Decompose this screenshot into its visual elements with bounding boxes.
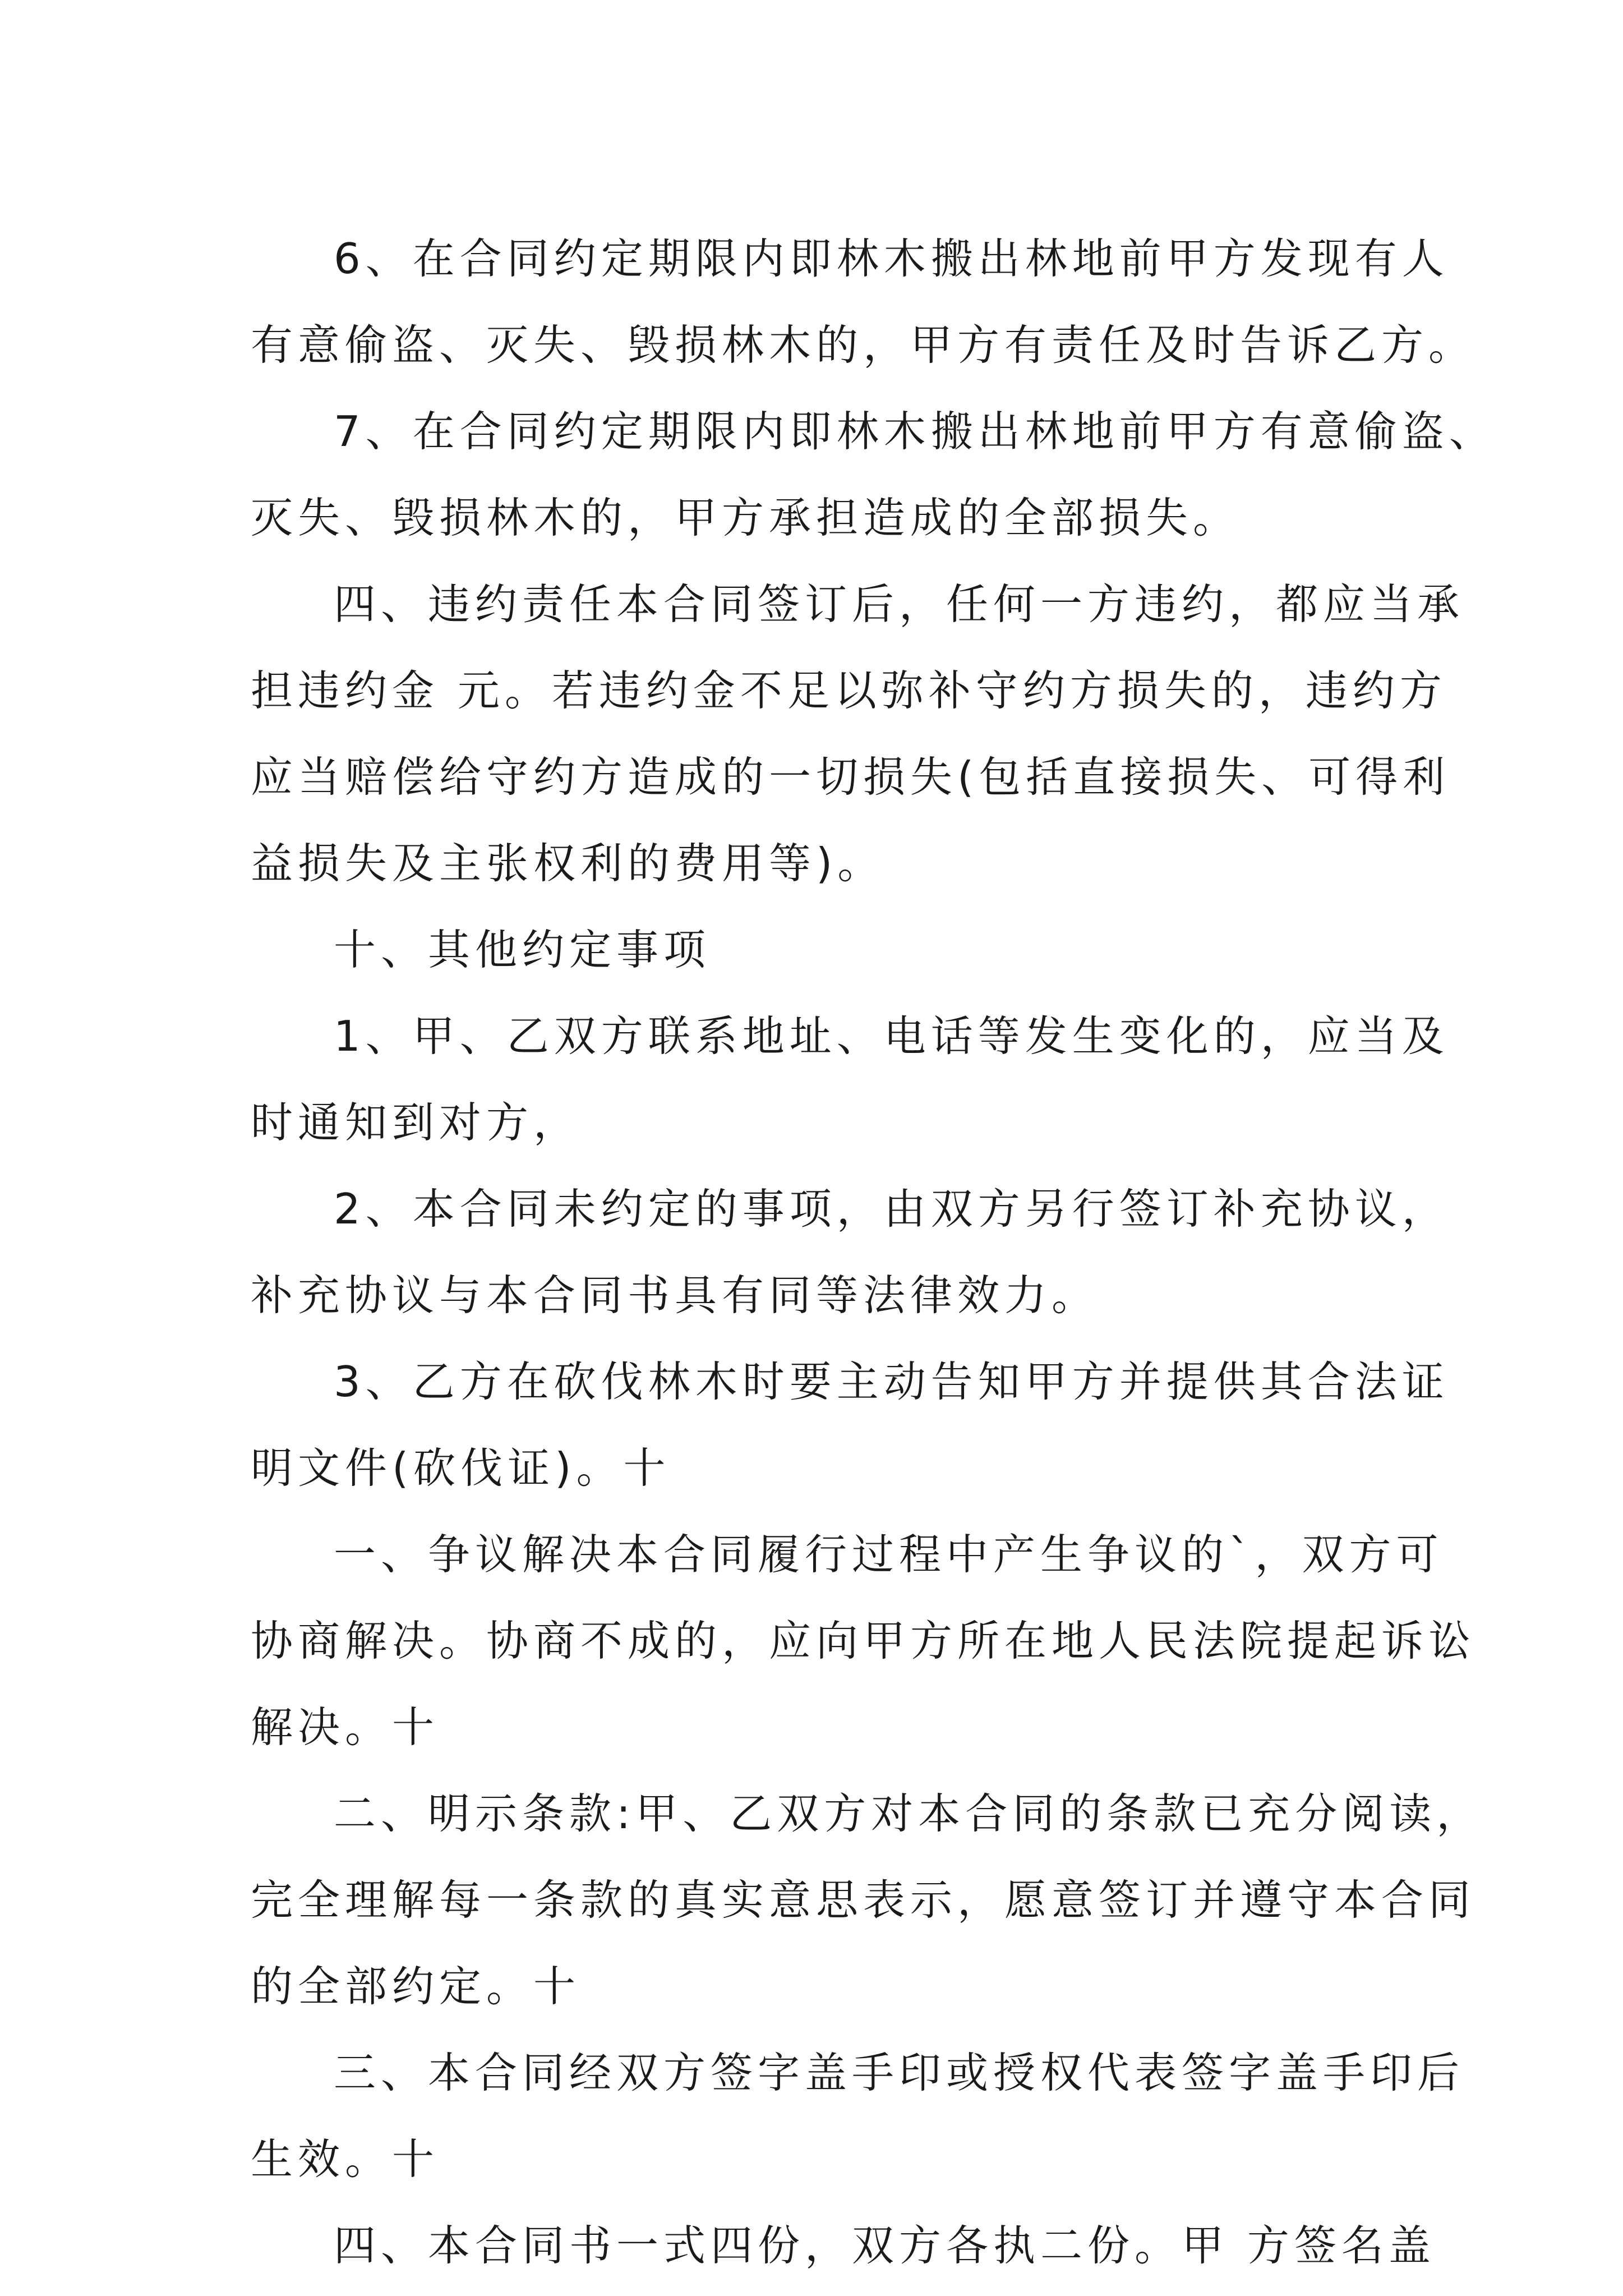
- text-line: 的全部约定。十: [251, 1961, 581, 2011]
- text-line: 益损失及主张权利的费用等)。: [251, 838, 885, 888]
- text-line: 协商解决。协商不成的，应向甲方所在地人民法院提起诉讼: [251, 1616, 1476, 1665]
- contract-text: [251, 212, 1496, 2285]
- text-line: 应当赔偿给守约方造成的一切损失(包括直接损失、可得利: [251, 752, 1450, 802]
- text-line: 有意偷盗、灭失、毁损林木的，甲方有责任及时告诉乙方。: [251, 320, 1476, 370]
- text-line: 一、争议解决本合同履行过程中产生争议的`，双方可: [334, 1529, 1444, 1579]
- text-line: 担违约金 元。若违约金不足以弥补守约方损失的，违约方: [251, 665, 1447, 715]
- text-line: 三、本合同经双方签字盖手印或授权代表签字盖手印后: [334, 2047, 1465, 2097]
- text-line: 7、在合同约定期限内即林木搬出林地前甲方有意偷盗、: [334, 406, 1496, 456]
- text-line: 时通知到对方，: [251, 1097, 581, 1147]
- text-line: 2、本合同未约定的事项，由双方另行签订补充协议，: [334, 1184, 1449, 1234]
- text-line: 明文件(砍伐证)。十: [251, 1443, 671, 1493]
- text-line: 补充协议与本合同书具有同等法律效力。: [251, 1270, 1099, 1320]
- text-line: 1、甲、乙双方联系地址、电话等发生变化的，应当及: [334, 1011, 1449, 1061]
- text-line: 完全理解每一条款的真实意思表示，愿意签订并遵守本合同: [251, 1875, 1476, 1925]
- section-heading: 十、其他约定事项: [334, 924, 711, 974]
- text-line: 四、违约责任本合同签订后，任何一方违约，都应当承: [334, 579, 1465, 629]
- text-line: 6、在合同约定期限内即林木搬出林地前甲方发现有人: [334, 233, 1449, 283]
- text-line: 二、明示条款:甲、乙双方对本合同的条款已充分阅读，: [334, 1788, 1484, 1838]
- text-line: 生效。十: [251, 2134, 440, 2184]
- text-line: 3、乙方在砍伐林木时要主动告知甲方并提供其合法证: [334, 1356, 1449, 1406]
- text-line: 四、本合同书一式四份，双方各执二份。甲 方签名盖: [334, 2220, 1436, 2270]
- text-line: 解决。十: [251, 1702, 440, 1752]
- text-line: 灭失、毁损林木的，甲方承担造成的全部损失。: [251, 493, 1241, 542]
